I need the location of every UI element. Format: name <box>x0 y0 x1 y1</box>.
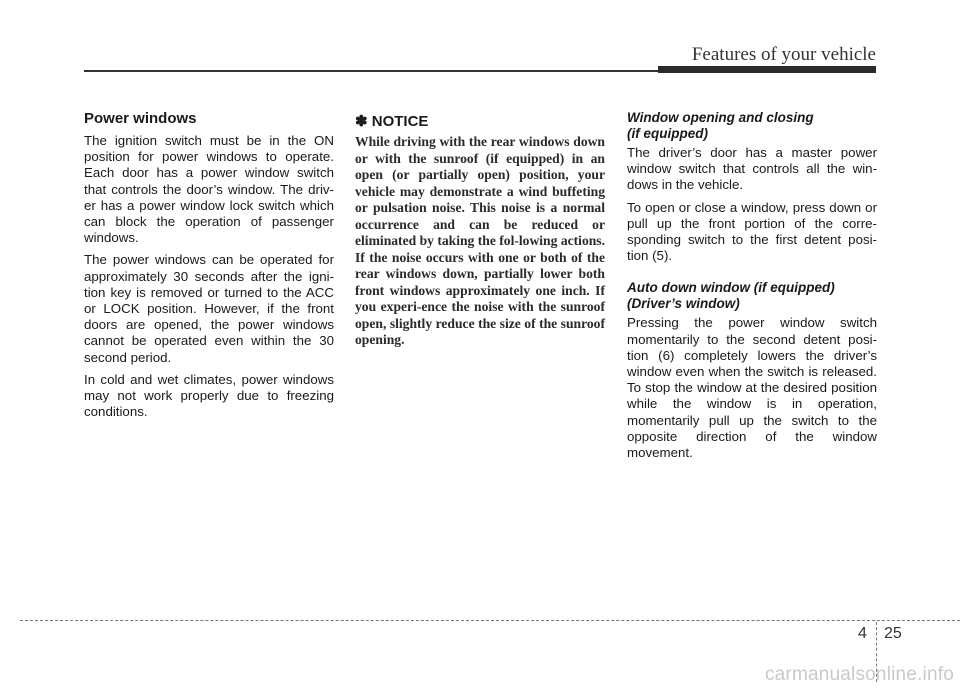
footer-rule <box>20 620 960 621</box>
paragraph: In cold and wet climates, power windows may not work properly due to freezing conditions. <box>84 371 334 420</box>
notice-body: While driving with the rear windows down or with the sunroof (if equipped) in an open (or partially open) position, your vehicle may demonstrate a wind buffeting or pulsation noise. This noise is a normal occurrence and can be reduced or eliminated by taking the fol-lowing actions. If the noise occurs with one or both of the rear windows down, partially lower both front windows approximately one inch. If you experi-ence the noise with the sunroof open, slightly reduce the size of the sunroof opening. <box>355 134 605 347</box>
header-rule-accent <box>658 66 876 73</box>
subheading-line: Auto down window (if equipped) <box>627 280 835 296</box>
subheading-line: (if equipped) <box>627 125 708 141</box>
column-power-windows <box>84 110 334 426</box>
subheading-line: Window opening and closing <box>627 110 814 125</box>
running-header-title: Features of your vehicle <box>691 44 876 65</box>
chapter-number: 4 <box>858 625 867 642</box>
paragraph: Pressing the power window switch momentarily to the second detent posi-tion (6) completely lowers the driver’s window even when the switch is released. To stop the window at the desired position while the window is in operation, momentarily pull up the switch to the opposite direction of the window movement. <box>627 315 877 461</box>
header-rule <box>84 70 664 72</box>
watermark-text: carmanualsonline.info <box>764 664 954 685</box>
paragraph: The power windows can be operated for approximately 30 seconds after the igni-tion key is removed or turned to the ACC or LOCK position. However, if the front doors are opened, the power windows cannot be operated even within the 30 second period. <box>84 252 334 365</box>
notice-title: NOTICE <box>371 113 429 130</box>
notice-symbol-icon: ✽ <box>355 113 368 130</box>
page-number: 25 <box>884 625 902 642</box>
paragraph: The driver’s door has a master power window switch that controls all the win-dows in the vehicle. <box>627 145 877 193</box>
notice-box <box>355 110 605 349</box>
subheading-window-opening <box>627 110 877 141</box>
notice-heading <box>355 112 605 130</box>
paragraph: To open or close a window, press down or pull up the front portion of the corre-sponding switch to the first detent posi-tion (5). <box>627 199 877 264</box>
subheading-line: (Driver’s window) <box>627 295 740 311</box>
paragraph: The ignition switch must be in the ON position for power windows to operate. Each door has a power window switch that controls the door’s window. The driv-er has a power window lock switch which can block the operation of passenger windows. <box>84 133 334 246</box>
column-window-controls <box>627 110 877 467</box>
section-heading-power-windows: Power windows <box>84 110 197 127</box>
subheading-auto-down-window <box>627 280 877 311</box>
